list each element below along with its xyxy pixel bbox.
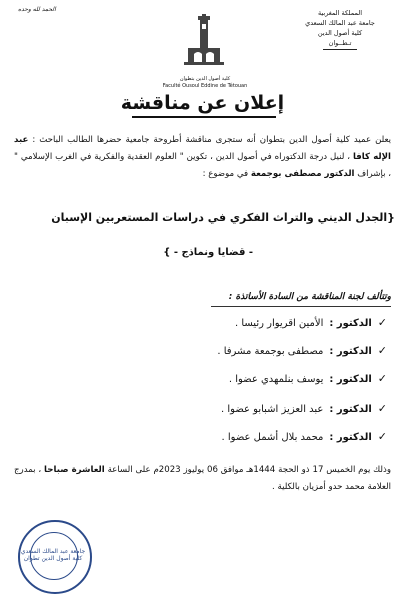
jury-name: محمد بلال أشمل عضوا . [221,432,324,443]
intro-line-1: يعلن عميد كلية أصول الدين بتطوان أنه ستجرى مناقشة أطروحة [153,135,391,145]
closing-line-3: بالكلية . [272,482,300,492]
institution-header [285,8,395,50]
city-label: تـطــوان [328,39,352,47]
closing-line-2-pre: على الساعة [104,465,151,475]
jury-title: الدكتور : [329,404,372,415]
faculty-label: كلية أصول الدين [317,29,363,37]
jury-name: يوسف بنلمهدي عضوا . [228,374,324,385]
bullet-icon: ✓ [377,430,387,443]
kingdom-label: المملكة المغربية [317,9,363,17]
intro-line-3: في أصول الدين ، تكوين " العلوم العقدية والفكرية في الغرب الإسلامي " ، بإشراف [14,152,391,179]
logo-caption-ar: كلية أصول الدين بتطوان [179,76,231,82]
jury-title: الدكتور : [329,432,372,443]
jury-title: الدكتور : [329,318,372,329]
student-name: عبد الإله كافا [14,135,391,162]
bullet-icon: ✓ [377,402,387,415]
bullet-icon: ✓ [377,344,387,357]
jury-heading-underline [211,306,391,307]
jury-name: مصطفى بوجمعة مشرفا . [217,346,324,357]
jury-title: الدكتور : [329,346,372,357]
jury-name: عبد العزيز اشبابو عضوا . [221,404,324,415]
jury-member [147,372,387,385]
jury-member [147,402,387,415]
jury-title: الدكتور : [329,374,372,385]
jury-heading: وتتألف لجنة المناقشة من السادة الأساتذة : [228,292,391,302]
jury-member [147,430,387,443]
bullet-icon: ✓ [377,316,387,329]
jury-name: الأمين اقريوار رئيسا . [234,318,324,329]
supervisor-name: الدكتور مصطفى بوجمعة [250,169,355,179]
jury-member [147,344,387,357]
intro-line-4-post: في موضوع : [202,169,251,179]
university-label: جامعة عبد المالك السعدي [305,19,375,27]
closing-line-1: وذلك يوم الخميس 17 ذو الحجة 1444هـ موافق 06 يوليوز 2023م [153,465,392,475]
jury-member [147,316,387,329]
logo-caption-fr: Faculté Ousoul Eddine de Tétouan [162,83,248,89]
title-underline [132,116,276,118]
thesis-title: {الجدل الديني والتراث الفكري في دراسات المستعربين الإسبان [51,211,395,224]
header-underline [323,49,357,50]
thesis-subtitle: - قضايا ونماذج - } [163,247,253,258]
intro-paragraph [14,132,391,183]
closing-paragraph [14,462,391,496]
defense-time: العاشرة صباحا [44,465,105,475]
seal-text: جامعة عبد المالك السعدي كلية أصول الدين تطوان [20,548,86,562]
faculty-logo [182,14,226,76]
page-title: إعلان عن مناقشة [120,92,285,114]
closing-line-2-post: ، بمدرج العلامة محمد حدو أمزيان [14,465,391,492]
logo-caption [150,76,260,90]
basmala-text: الحمد لله وحده [18,6,56,13]
intro-line-2-pre: جامعية حضرها الطالب الباحث : [28,135,150,145]
bullet-icon: ✓ [377,372,387,385]
intro-line-2-post: ، لنيل درجة الدكتوراه [274,152,353,162]
